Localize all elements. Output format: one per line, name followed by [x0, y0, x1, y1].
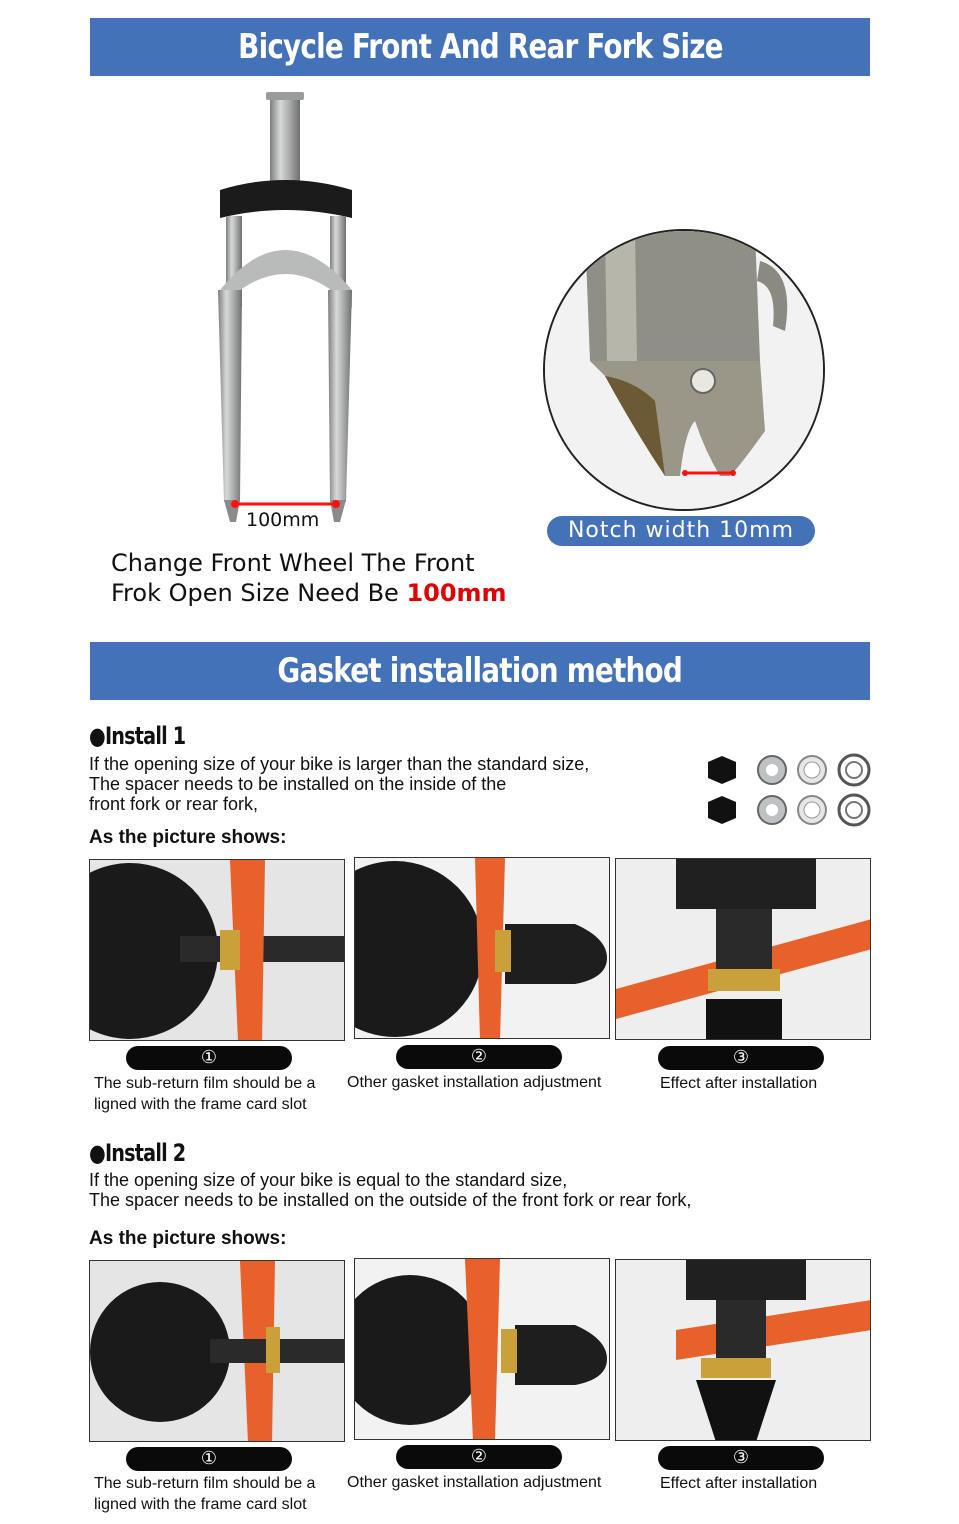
- front-fork-illustration: [190, 90, 380, 530]
- install-2-photo-2: [354, 1258, 610, 1440]
- install-2-photo-3: [615, 1259, 871, 1441]
- change-line-1: Change Front Wheel The Front: [111, 549, 475, 577]
- install-1-desc-line-3: front fork or rear fork,: [89, 794, 259, 814]
- dropout-zoom-image: [543, 229, 825, 511]
- change-value: 100mm: [406, 579, 507, 607]
- install-1-step-1-caption: [94, 1073, 315, 1115]
- install-2-step-1-badge: ①: [126, 1447, 292, 1471]
- install-1-step-1-badge: ①: [126, 1046, 292, 1070]
- install-2-desc-line-1: If the opening size of your bike is equal to the standard size,: [89, 1170, 568, 1190]
- install-1-description: [89, 754, 589, 814]
- gasket-title: Gasket installation method: [277, 651, 683, 691]
- fork-open-size-note: [111, 548, 507, 608]
- gasket-banner: [90, 642, 870, 700]
- install-2-step-1-caption: [94, 1473, 315, 1515]
- fork-size-banner: [90, 18, 870, 76]
- install-2-shows: As the picture shows:: [89, 1228, 287, 1249]
- install-1-photo-2: [354, 857, 610, 1039]
- install-2-description: [89, 1170, 691, 1210]
- gasket-parts-image: [700, 752, 875, 832]
- install-2-step-3-caption: Effect after installation: [660, 1475, 818, 1492]
- install-2-step-1-caption-line-1: The sub-return film should be a: [94, 1475, 316, 1492]
- install-1-desc-line-2: The spacer needs to be installed on the inside of the: [89, 774, 507, 794]
- install-1-heading-text: ●Install 1: [89, 722, 186, 750]
- install-1-shows: As the picture shows:: [89, 827, 287, 848]
- install-1-heading: [89, 722, 209, 750]
- install-1-step-1-caption-line-2: ligned with the frame card slot: [94, 1096, 307, 1113]
- notch-width-badge: Notch width 10mm: [547, 516, 815, 546]
- install-2-step-2-badge: ②: [396, 1445, 562, 1469]
- install-2-step-1-caption-line-2: ligned with the frame card slot: [94, 1496, 307, 1513]
- install-1-desc-line-1: If the opening size of your bike is larger than the standard size,: [89, 754, 590, 774]
- change-line-2: [111, 578, 507, 608]
- fork-size-title: Bicycle Front And Rear Fork Size: [237, 27, 723, 67]
- install-1-photo-3: [615, 858, 871, 1040]
- install-2-step-3-badge: ③: [658, 1446, 824, 1470]
- install-1-step-3-badge: ③: [658, 1046, 824, 1070]
- fork-width-label: 100mm: [246, 509, 320, 531]
- change-line-2-text: Frok Open Size Need Be: [111, 579, 407, 607]
- install-1-step-2-caption: Other gasket installation adjustment: [347, 1074, 602, 1091]
- install-2-step-2-caption: Other gasket installation adjustment: [347, 1474, 602, 1491]
- install-1-step-2-badge: ②: [396, 1045, 562, 1069]
- install-1-step-3-caption: Effect after installation: [660, 1075, 818, 1092]
- install-2-photo-1: [89, 1260, 345, 1442]
- install-2-desc-line-2: The spacer needs to be installed on the outside of the front fork or rear fork,: [89, 1190, 692, 1210]
- install-1-photo-1: [89, 859, 345, 1041]
- install-1-step-1-caption-line-1: The sub-return film should be a: [94, 1075, 316, 1092]
- install-2-heading-text: ●Install 2: [89, 1139, 186, 1167]
- install-2-heading: [89, 1139, 209, 1167]
